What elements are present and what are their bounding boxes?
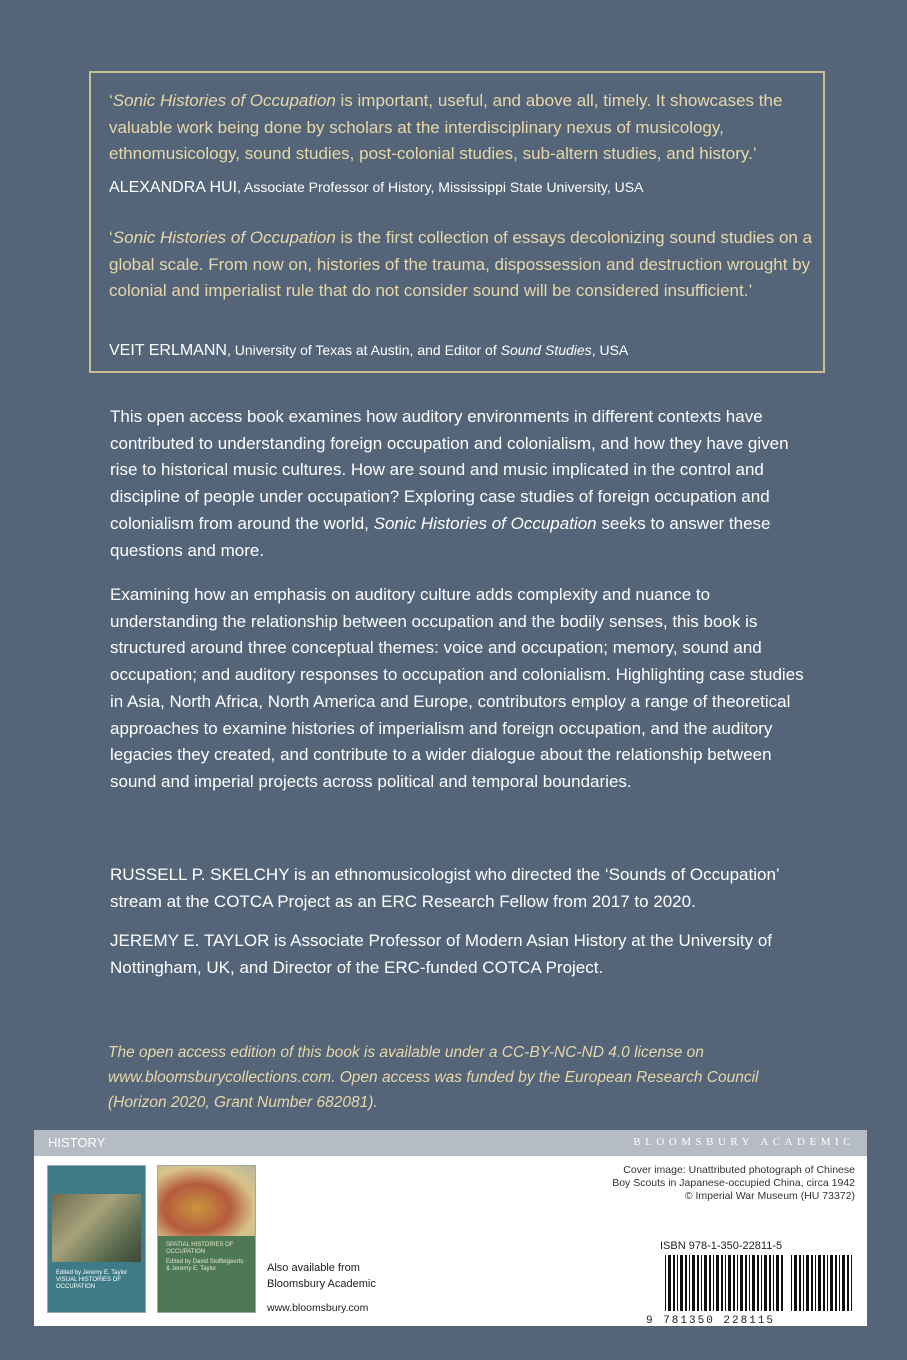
quote-2-affiliation: , University of Texas at Austin, and Editor of [226,342,501,358]
also-available: Also available from Bloomsbury Academic [267,1262,376,1290]
cover-image-credit: Cover image: Unattributed photograph of Chinese Boy Scouts in Japanese-occupied China, circa 1942 © Imperial War Museum (HU 73372) [612,1164,855,1202]
quote-1-title: Sonic Histories of Occupation [112,91,336,110]
book-cover-spatial-histories: SPATIAL HISTORIES OF OCCUPATION Edited by David Stoffelgeerts & Jeremy E. Taylor [158,1166,255,1312]
category-strip [34,1130,867,1156]
category-label: HISTORY [48,1135,106,1150]
quote-2-text: is the first collection of essays decolonizing sound studies on a global scale. From now on, histories of the trauma, dispossession and destruction wrought by colonial and imperialist rule that do not consider sound will be considered insufficient.’ [109,228,813,300]
publisher-name: BLOOMSBURY ACADEMIC [633,1136,855,1148]
back-cover-panel [34,1156,867,1326]
isbn-barcode [664,1255,786,1311]
quote-1-name: ALEXANDRA HUI [109,179,238,196]
quote-1-affiliation: , Associate Professor of History, Mississippi State University, USA [237,179,644,195]
quote-1-text: is important, useful, and above all, timely. It showcases the valuable work being done by scholars at the interdisciplinary nexus of musicology, ethnomusicology, sound studies, post-colonial studies, sub-altern studies, and history.’ [109,91,783,163]
quote-2-attribution [109,340,819,361]
isbn: ISBN 978-1-350-22811-5 [660,1240,783,1252]
author-bio-skelchy: RUSSELL P. SKELCHY is an ethnomusicologist who directed the ‘Sounds of Occupation’ stream at the COTCA Project as an ERC Research Fellow from 2017 to 2020. [110,865,780,911]
publisher-website: www.bloomsbury.com [267,1302,369,1314]
quote-2-name: VEIT ERLMANN [109,342,227,359]
price-barcode [790,1255,854,1311]
quote-2-affiliation-end: , USA [591,342,629,358]
quote-1-attribution [109,177,819,198]
book-cover-visual-histories: Edited by Jeremy E. Taylor VISUAL HISTORIES OF OCCUPATION [48,1166,145,1312]
description-paragraph-1: This open access book examines how auditory environments in different contexts have contributed to understanding foreign occupation and colonialism, and how they have given rise to historical music cultures. How are sound and music implicated in the control and discipline of people under occupation? Exploring case studies of foreign occupation and colonialism from around the world, Sonic Histories of Occupation seeks to answer these questions and more. [110,407,789,560]
quote-1: ‘Sonic Histories of Occupation is important, useful, and above all, timely. It showcases the valuable work being done by scholars at the interdisciplinary nexus of musicology, ethnomusicology, sound studies, post-colonial studies, sub-altern studies, and history.’ [109,91,783,163]
open-access-notice: The open access edition of this book is available under a CC-BY-NC-ND 4.0 license on www.bloomsburycollections.com. Open access was funded by the European Research Council (Horizon 2020, Grant Number 682081). [108,1044,759,1111]
endorsements-box [89,71,825,373]
quote-2-title: Sonic Histories of Occupation [112,228,336,247]
cover-map [158,1166,255,1236]
author-bio-taylor: JEREMY E. TAYLOR is Associate Professor of Modern Asian History at the University of Nottingham, UK, and Director of the ERC-funded COTCA Project. [110,931,772,977]
barcode-number: 9 781350 228115 [646,1315,776,1327]
quote-2-journal: Sound Studies [500,342,592,358]
description-book-title: Sonic Histories of Occupation [373,513,597,533]
description-paragraph-2: Examining how an emphasis on auditory culture adds complexity and nuance to understanding the relationship between occupation and the bodily senses, this book is structured around three conceptual themes: voice and occupation; memory, sound and occupation; and auditory responses to occupation and colonialism. Highlighting case studies in Asia, North Africa, North America and Europe, contributors employ a range of theoretical approaches to examine histories of imperialism and foreign occupation, and the auditory legacies they created, and contribute to a wider dialogue about the relationship between sound and imperial projects across political and temporal boundaries. [110,585,804,791]
quote-2: ‘Sonic Histories of Occupation is the first collection of essays decolonizing sound studies on a global scale. From now on, histories of the trauma, dispossession and destruction wrought by colonial and imperialist rule that do not consider sound will be considered insufficient.’ [109,228,813,300]
cover-photo [52,1194,141,1262]
